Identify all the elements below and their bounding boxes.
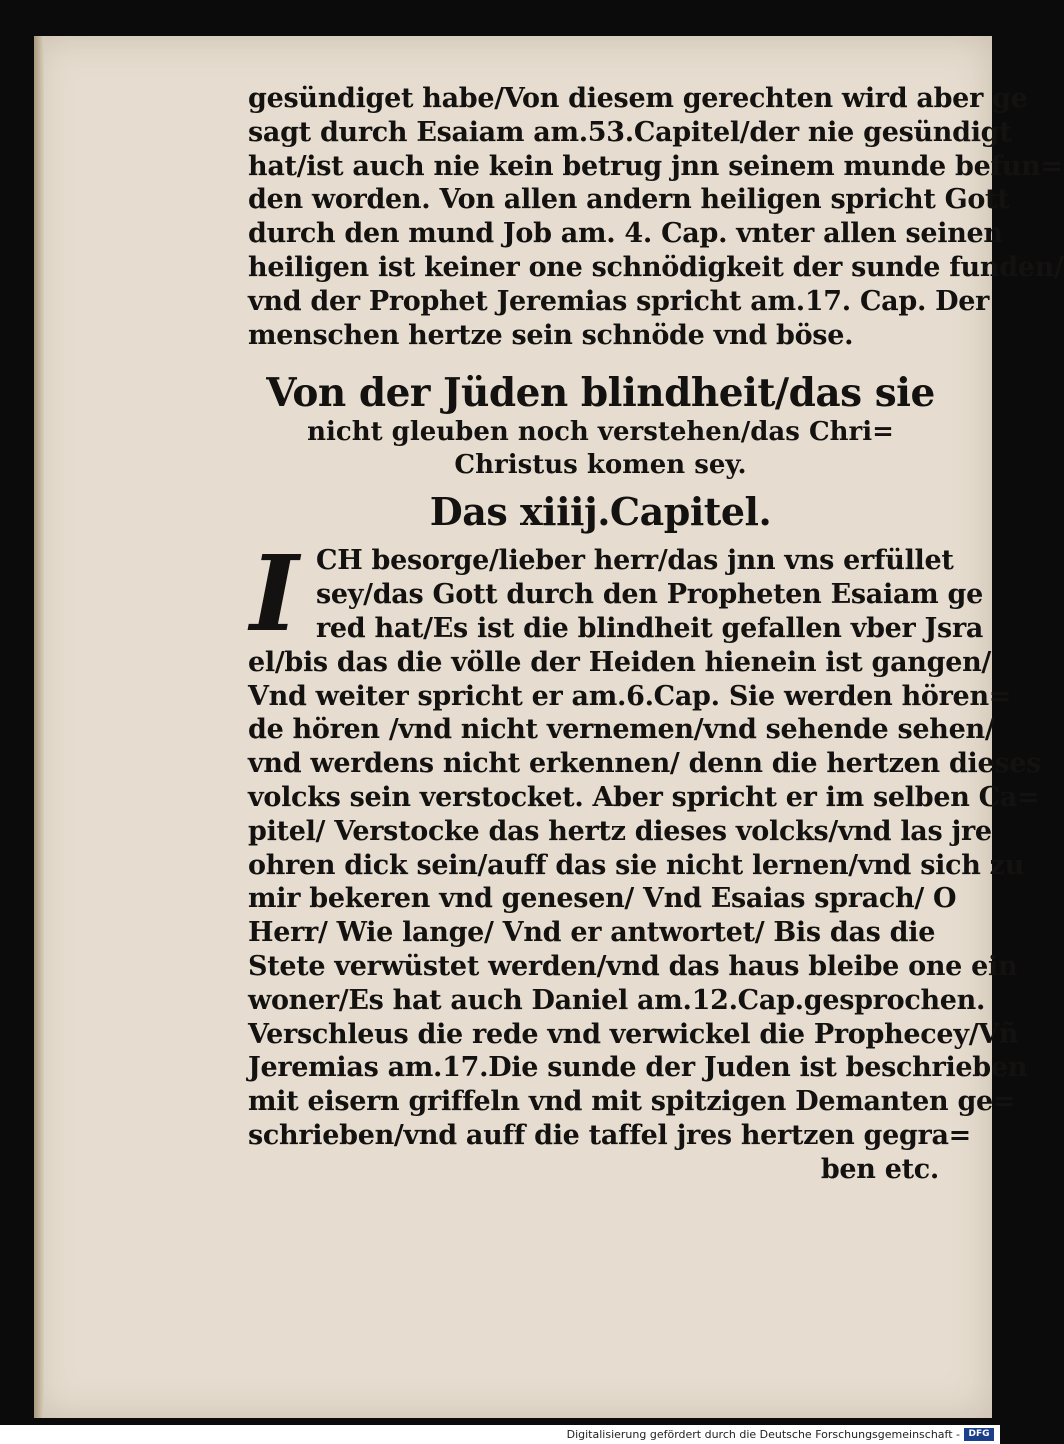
dfg-logo-icon: DFG — [964, 1428, 994, 1441]
section-subheading: Christus komen sey. — [454, 450, 747, 481]
section-subheading: nicht gleuben noch verstehen/das Chri= — [307, 417, 894, 448]
text-line: gesündiget habe/Von diesem gerechten wird aber ge — [248, 83, 1028, 114]
text-line: de hören /vnd nicht vernemen/vnd sehende sehen/ — [248, 714, 995, 746]
text-line: sey/das Gott durch den Propheten Esaiam ge — [316, 579, 983, 611]
decorated-initial: I — [250, 532, 299, 656]
text-line: ben etc. — [820, 1153, 939, 1185]
text-line: vnd der Prophet Jeremias spricht am.17. Cap. Der — [248, 285, 990, 317]
text-line: Jeremias am.17.Die sunde der Juden ist beschrieben — [248, 1052, 1028, 1084]
text-line: pitel/ Verstocke das hertz dieses volcks/vnd las jre — [248, 815, 992, 847]
text-line: mir bekeren vnd genesen/ Vnd Esaias sprach/ O — [248, 883, 957, 915]
footer-bar — [0, 1425, 1000, 1444]
text-line: Herr/ Wie lange/ Vnd er antwortet/ Bis das die — [248, 917, 936, 949]
page-text — [248, 82, 1064, 1187]
text-line: vnd werdens nicht erkennen/ denn die hertzen dieses — [248, 748, 1042, 780]
text-line: woner/Es hat auch Daniel am.12.Cap.gesprochen. — [248, 984, 986, 1016]
text-line: red hat/Es ist die blindheit gefallen vber Jsra — [316, 612, 984, 644]
text-line: schrieben/vnd auff die taffel jres hertzen gegra= — [248, 1119, 971, 1151]
text-line: CH besorge/lieber herr/das jnn vns erfüllet — [316, 545, 954, 577]
section-heading: Von der Jüden blindheit/das sie — [266, 370, 935, 417]
text-line: den worden. Von allen andern heiligen spricht Gott — [248, 184, 1010, 216]
text-line: Stete verwüstet werden/vnd das haus bleibe one ein — [248, 950, 1018, 982]
footer-credit: Digitalisierung gefördert durch die Deutsche Forschungsgemeinschaft - — [566, 1428, 960, 1441]
text-line: Verschleus die rede vnd verwickel die Prophecey/Vñ — [248, 1018, 1019, 1050]
text-line: Vnd weiter spricht er am.6.Cap. Sie werden hören= — [248, 680, 1012, 712]
text-line: sagt durch Esaiam am.53.Capitel/der nie gesündigt — [248, 116, 1012, 148]
text-line: el/bis das die völle der Heiden hienein ist gangen/ — [248, 646, 991, 678]
paragraph-top — [248, 82, 1064, 352]
text-line: durch den mund Job am. 4. Cap. vnter allen seinen — [248, 218, 1003, 250]
text-line: hat/ist auch nie kein betrug jnn seinem munde befun= — [248, 150, 1063, 182]
text-line: volcks sein verstocket. Aber spricht er im selben Ca= — [248, 781, 1040, 813]
text-line: mit eisern griffeln vnd mit spitzigen Demanten ge= — [248, 1086, 1016, 1118]
chapter-body — [248, 532, 1042, 1186]
page-binding-edge — [34, 36, 44, 1418]
text-line: ohren dick sein/auff das sie nicht lernen/vnd sich zu — [248, 849, 1025, 881]
text-line: menschen hertze sein schnöde vnd böse. — [248, 319, 854, 351]
text-line: heiligen ist keiner one schnödigkeit der sunde funden/ — [248, 251, 1064, 283]
chapter-title: Das xiiij.Capitel. — [429, 489, 772, 535]
